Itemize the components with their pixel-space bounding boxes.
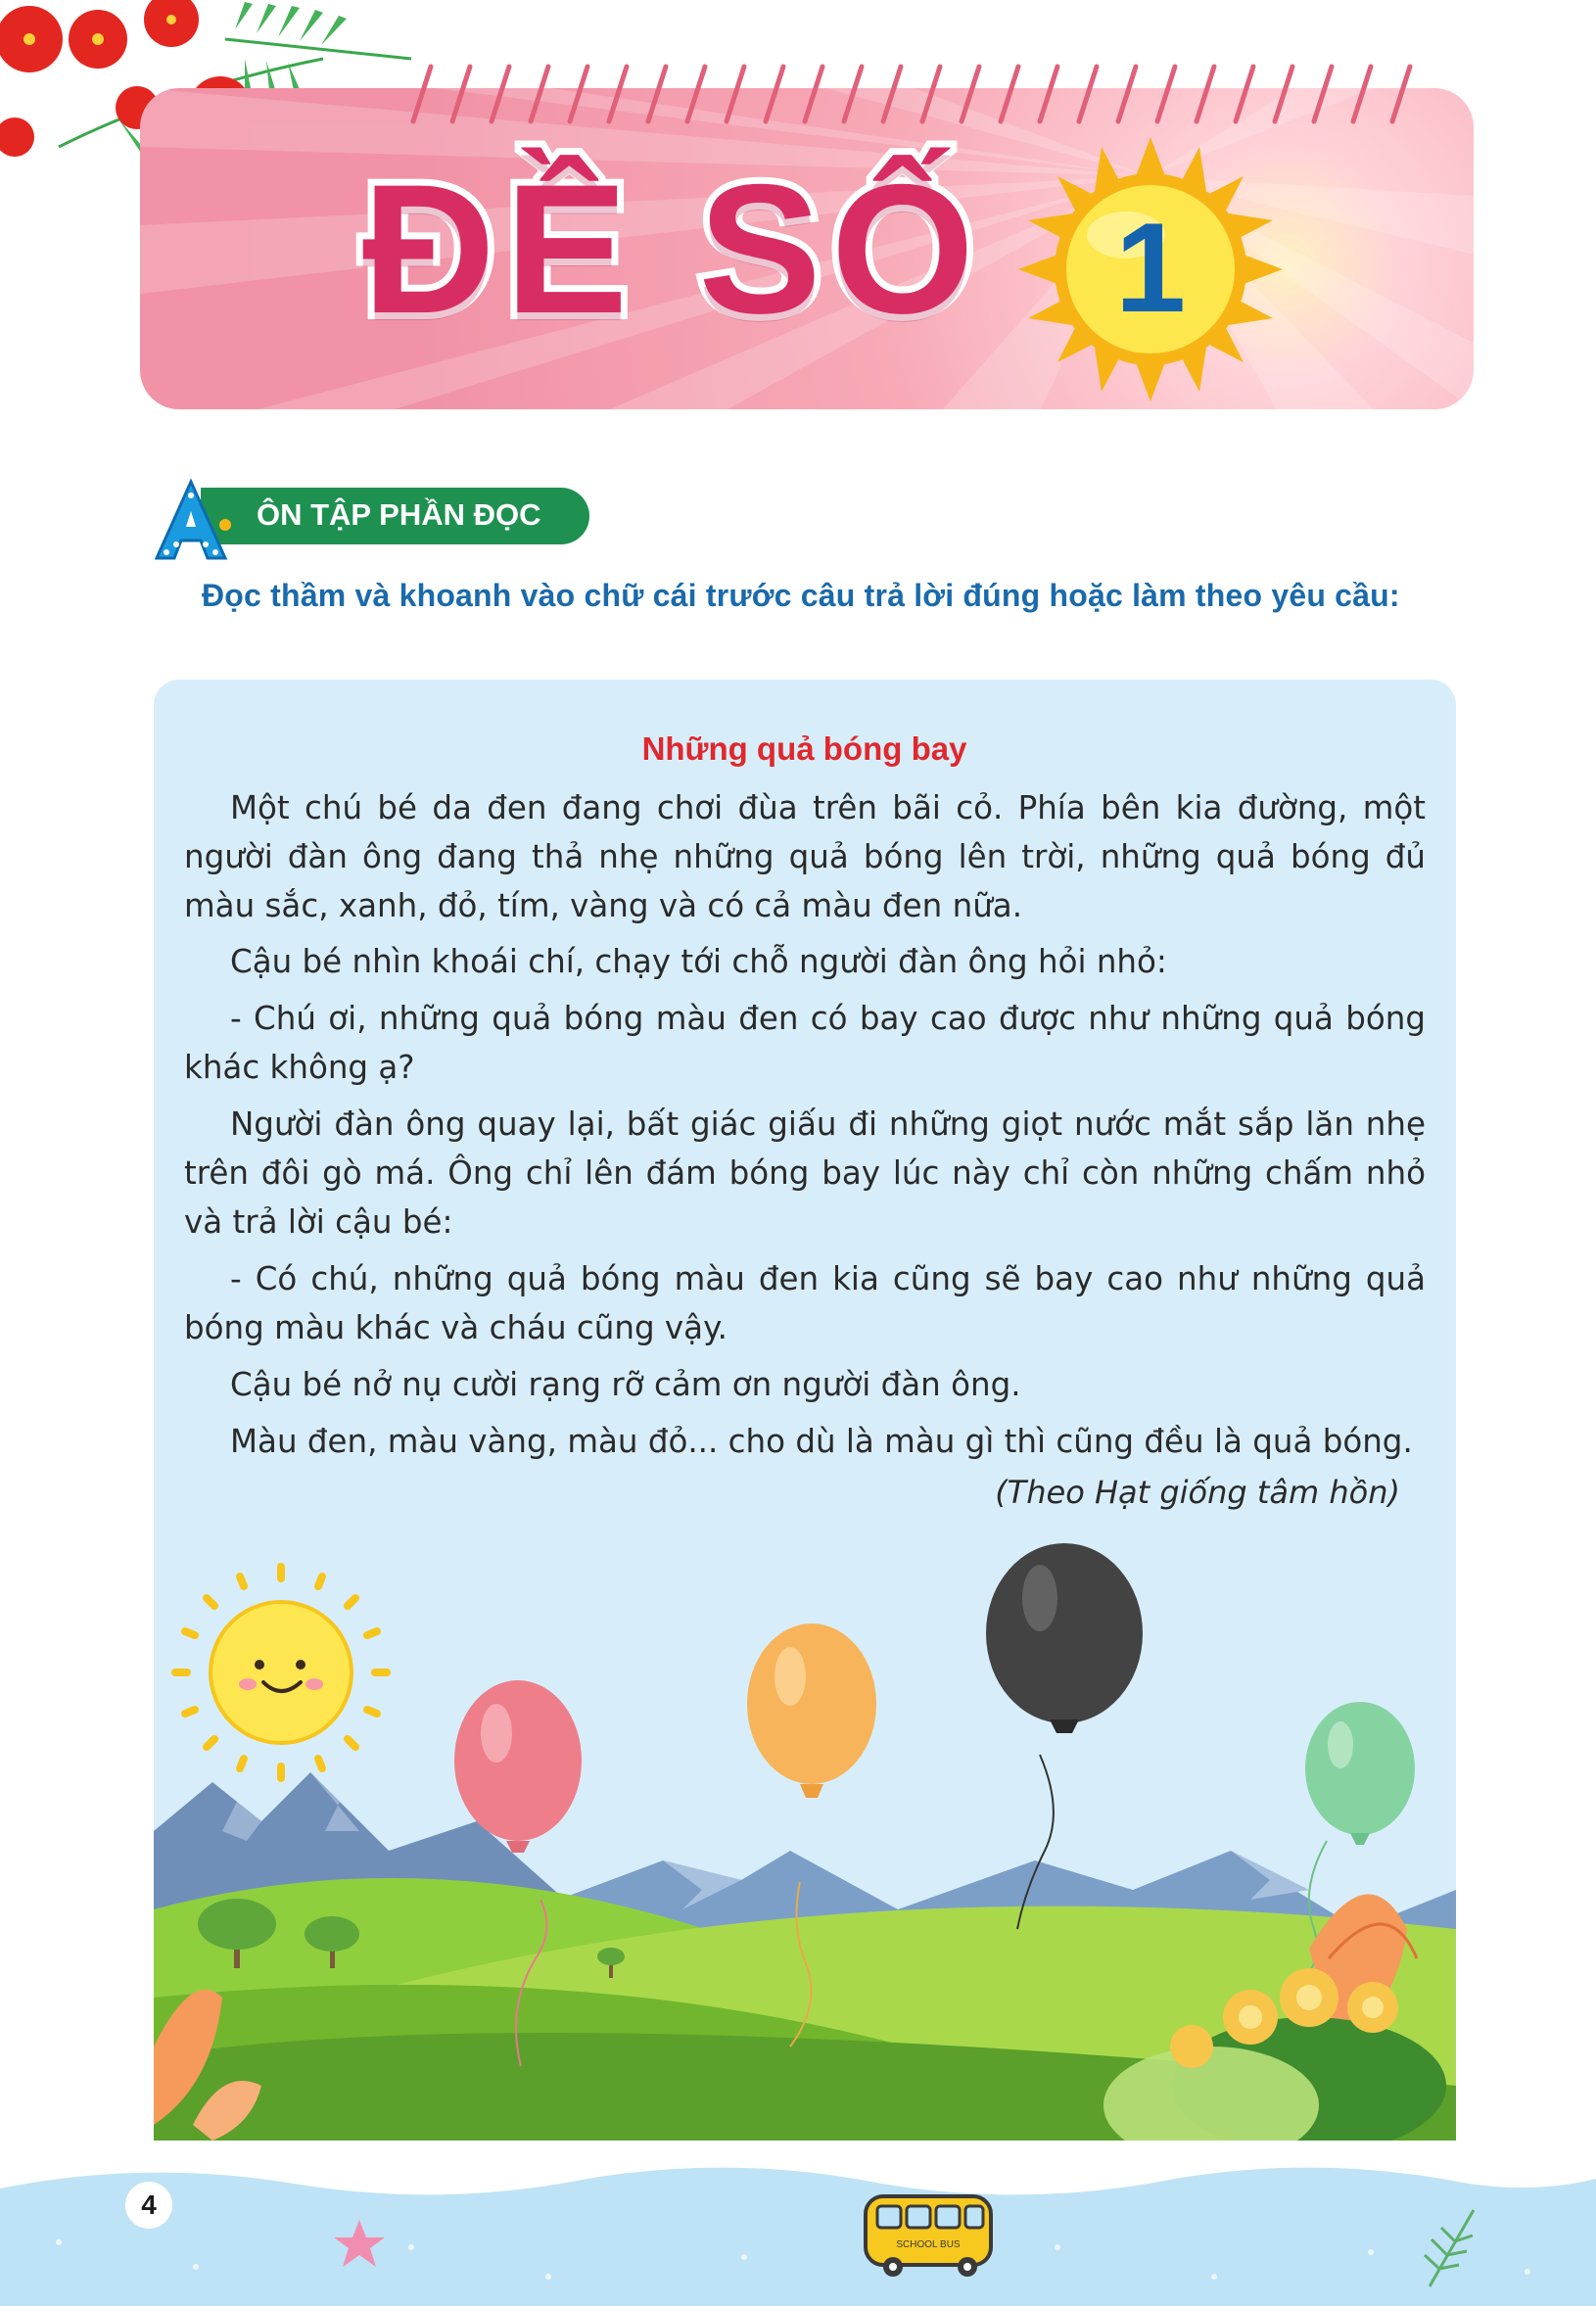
story-paragraph: Một chú bé da đen đang chơi đùa trên bãi cỏ. Phía bên kia đường, một người đàn ông đang thả nhẹ những quả bóng lên trời, những quả bóng đủ màu sắc, xanh, đỏ, tím, vàng và có cả màu đen nữa. bbox=[184, 789, 1426, 924]
page-number: 4 bbox=[125, 2182, 172, 2229]
school-bus-icon bbox=[866, 2196, 991, 2277]
spiral-binding bbox=[401, 61, 1439, 127]
story-paragraph: Cậu bé nở nụ cười rạng rỡ cảm ơn người đàn ông. bbox=[230, 1366, 1021, 1403]
story-paragraph: Người đàn ông quay lại, bất giác giấu đi những giọt nước mắt sắp lăn nhẹ trên đôi gò má. Ông chỉ lên đám bóng bay lúc này chỉ còn những chấm nhỏ và trả lời cậu bé: bbox=[184, 1106, 1426, 1241]
story-paragraph: Cậu bé nhìn khoái chí, chạy tới chỗ người đàn ông hỏi nhỏ: bbox=[230, 943, 1167, 980]
footer-wave-decoration bbox=[0, 2149, 1596, 2306]
story-source: (Theo Hạt giống tâm hồn) bbox=[995, 1474, 1400, 1511]
story-paragraph: - Chú ơi, những quả bóng màu đen có bay cao được như những quả bóng khác không ạ? bbox=[184, 1000, 1426, 1086]
bus-label: SCHOOL BUS bbox=[896, 2239, 961, 2250]
title-number: 1 bbox=[1114, 196, 1187, 339]
letter-a-icon bbox=[147, 476, 235, 564]
sun-number-badge bbox=[1018, 137, 1283, 401]
page-title: ĐỀ SỐ bbox=[362, 146, 985, 352]
instruction-text: Đọc thầm và khoanh vào chữ cái trước câu trả lời đúng hoặc làm theo yêu cầu: bbox=[202, 578, 1400, 613]
story-title: Những quả bóng bay bbox=[641, 730, 967, 767]
section-title: ÔN TẬP PHẦN ĐỌC bbox=[257, 497, 541, 532]
story-paragraph: - Có chú, những quả bóng màu đen kia cũng sẽ bay cao như những quả bóng màu khác và cháu cũng vậy. bbox=[184, 1260, 1426, 1346]
story-paragraph: Màu đen, màu vàng, màu đỏ... cho dù là màu gì thì cũng đều là quả bóng. bbox=[230, 1423, 1413, 1460]
smiling-sun-icon bbox=[175, 1567, 387, 1778]
balloon-landscape-illustration bbox=[154, 1537, 1456, 2141]
